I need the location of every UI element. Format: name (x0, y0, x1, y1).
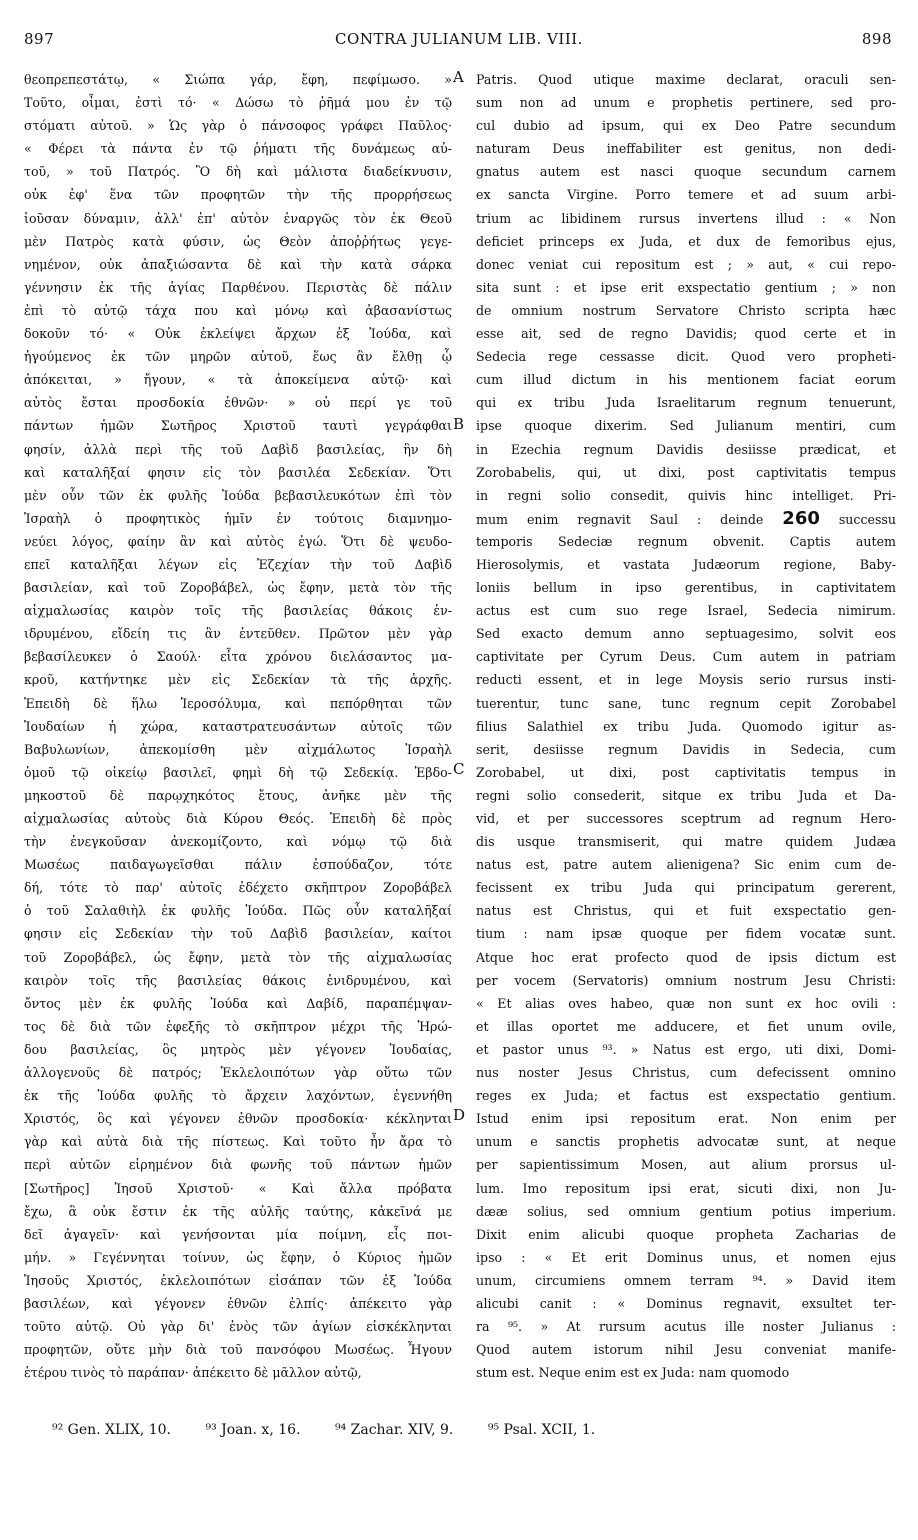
latin-text-line: Istud enim ipsi repositum erat. Non enim per (476, 1111, 896, 1127)
greek-text-line: γὰρ καὶ αὐτὰ διὰ τῆς πίστεως. Καὶ τοῦτο ἦν ἄρα τὸ (24, 1134, 452, 1150)
latin-text-line: sita sunt : et ipse erit exspectatio gentium ; » non (476, 279, 896, 295)
latin-text-line: serit, desiisse regnum Davidis in Sedecia, cum (476, 741, 896, 757)
footnote: ⁹² Gen. XLIX, 10. (52, 1422, 171, 1438)
greek-text-line: Τοῦτο, οἶμαι, ἐστὶ τό· « Δώσω τὸ ῥῆμά μου ἐν τῷ (24, 95, 452, 111)
greek-text-line: βασιλείαν, καὶ τοῦ Ζοροβάβελ, ὡς ἔφην, μετὰ τὸν τῆς (24, 580, 452, 596)
greek-text-line: Ἰουδαίων ἡ χώρα, καταστρατευσάντων αὐτοῖς τῶν (24, 718, 452, 734)
latin-text-line: reges ex Juda; et factus est exspectatio gentium. (476, 1088, 896, 1104)
margin-marker-a: A (453, 68, 464, 86)
greek-text-line: φησίν, ἀλλὰ περὶ τῆς τοῦ Δαβὶδ βασιλείας, ἣν δὴ (24, 441, 452, 457)
latin-text-line: Atque hoc erat profecto quod de ipsis dictum est (476, 949, 896, 965)
footnote: ⁹⁴ Zachar. XIV, 9. (334, 1422, 454, 1438)
greek-text-line: ἐπὶ τὸ αὐτῷ τάχα που καὶ μόνῳ καὶ ἀβασανίστως (24, 302, 452, 318)
greek-text-line: ἔχω, ἃ οὐκ ἔστιν ἐκ τῆς αὐλῆς ταύτης, κἀκεῖνά με (24, 1203, 452, 1219)
latin-text-line: in Ezechia regnum Davidis desiisse prædicat, et (476, 441, 896, 457)
greek-text-line: αὐτὸς ἔσται προσδοκία ἐθνῶν· » οὐ περί γε τοῦ (24, 395, 452, 411)
greek-text-line: αἰχμαλωσίας αὐτοὺς διὰ Κύρου Θεός. Ἐπειδὴ δὲ πρὸς (24, 811, 452, 826)
latin-text-line: sum non ad unum e prophetis pertinere, sed pro- (476, 95, 896, 111)
latin-text-line: tuerentur, tunc sane, tunc regnum cepit Zorobabel (476, 695, 896, 711)
latin-text-line: lum. Imo repositum ipsi erat, sicuti dixi, non Ju- (476, 1180, 896, 1196)
greek-text-line: τοῦτο αὐτῷ. Οὐ γὰρ δι' ἑνὸς τῶν ἁγίων εἰσκέκληνται (24, 1319, 452, 1335)
greek-text-line: Ἰσραὴλ ὁ προφητικὸς ἡμῖν ἐν τούτοις διαμνημο- (24, 510, 452, 526)
greek-text-column (24, 68, 452, 1384)
margin-marker-b: B (453, 415, 465, 433)
latin-text-line: loniis bellum in ipso gerentibus, in captivitatem (476, 580, 896, 596)
latin-text-line: per sapientissimum Mosen, aut alium prorsus ul- (476, 1157, 896, 1173)
greek-text-line: Χριστός, ὃς καὶ γέγονεν ἐθνῶν προσδοκία· κέκληνται (24, 1111, 452, 1127)
greek-text-line: θεοπρεπεστάτῳ, « Σιώπα γάρ, ἔφη, πεφίμωσο. » (24, 72, 452, 87)
greek-text-line: ὄντος μὲν ἐκ φυλῆς Ἰούδα καὶ Δαβίδ, παραπέμψαν- (24, 995, 452, 1011)
greek-text-line: γέννησιν ἐκ τῆς ἁγίας Παρθένου. Περιστὰς δὲ πάλιν (24, 279, 452, 295)
latin-text-line: unum e sanctis prophetis advocatæ sunt, at neque (476, 1134, 896, 1150)
latin-text-line: alicubi canit : « Dominus regnavit, exsultet ter- (476, 1295, 896, 1311)
greek-text-line: Μωσέως παιδαγωγεῖσθαι πάλιν ἐσπούδαζον, τότε (24, 857, 452, 873)
greek-text-line: καιρὸν τοῖς τῆς βασιλείας θάκοις ἐνιδρυμένου, καὶ (24, 972, 452, 988)
greek-text-line: αἰχμαλωσίας καιρὸν τοῖς τῆς βασιλείας θάκοις ἐν- (24, 603, 452, 619)
latin-text-line: captivitate per Cyrum Deus. Cum autem in patriam (476, 649, 896, 665)
greek-text-line: μὲν οὖν τῶν ἐκ φυλῆς Ἰούδα βεβασιλευκότων ἐπὶ τὸν (24, 487, 452, 503)
latin-text-line: gnatus autem est nasci quoque secundum carnem (476, 164, 896, 180)
greek-text-line: στόματι αὐτοῦ. » Ὡς γὰρ ὁ πάνσοφος γράφει Παῦλος· (24, 118, 452, 134)
latin-text-line: Hierosolymis, et vastata Judæorum regione, Baby- (476, 556, 896, 572)
latin-text-line: qui ex tribu Juda Israelitarum regnum tenuerunt, (476, 395, 896, 411)
latin-text-line: vid, et per successores sceptrum ad regnum Hero- (476, 811, 896, 826)
greek-text-line: Ἰησοῦς Χριστός, ἐκλελοιπότων εἰσάπαν τῶν ἐξ Ἰούδα (24, 1272, 452, 1288)
greek-text-line: μὲν Πατρὸς κατὰ φύσιν, ὡς Θεὸν ἀποῤῥήτως γεγε- (24, 233, 452, 249)
greek-text-line: [Σωτῆρος] Ἰησοῦ Χριστοῦ· « Καὶ ἄλλα πρόβατα (24, 1180, 452, 1196)
latin-text-line: et illas oportet me adducere, et fiet unum ovile, (476, 1018, 896, 1034)
greek-text-line: ιδρυμένου, εἴδείη τις ἂν ἐντεῦθεν. Πρῶτον μὲν γὰρ (24, 626, 452, 642)
greek-text-line: μηκοστοῦ δὲ παρῳχηκότος ἔτους, ἀνῆκε μὲν τῆς (24, 787, 452, 803)
latin-text-line: Sedecia rege cessasse dicit. Quod vero propheti- (476, 349, 896, 365)
margin-marker-d: D (453, 1106, 466, 1124)
greek-text-line: μήν. » Γεγέννηται τοίνυν, ὡς ἔφην, ὁ Κύριος ἡμῶν (24, 1249, 452, 1265)
greek-text-line: ἀπόκειται, » ἤγουν, « τὰ ἀποκείμενα αὐτῷ· καὶ (24, 372, 452, 388)
greek-text-line: κροῦ, κατήντηκε μὲν εἰς Σεδεκίαν τὰ τῆς ἀρχῆς. (24, 672, 452, 688)
latin-text-line: deficiet princeps ex Juda, et dux de femoribus ejus, (476, 233, 896, 249)
latin-text-line: ipso : « Et erit Dominus unus, et nomen ejus (476, 1249, 896, 1265)
latin-text-line: filius Salathiel ex tribu Juda. Quomodo igitur as- (476, 718, 896, 734)
greek-text-line: ἡγούμενος ἐκ τῶν μηρῶν αὐτοῦ, ἕως ἂν ἔλθῃ ᾧ (24, 349, 452, 365)
greek-text-line: ὁμοῦ τῷ οἰκείῳ βασιλεῖ, φημὶ δὴ τῷ Σεδεκίᾳ. Ἑβδο- (24, 764, 452, 780)
latin-text-line: in regni solio consedit, quivis hinc intelliget. Pri- (476, 487, 896, 503)
latin-text-line: esse ait, sed de regno Davidis; quod certe et in (476, 326, 896, 342)
latin-text-line: fecissent ex tribu Juda qui principatum gererent, (476, 880, 896, 896)
latin-text-line: natus est, patre autem alienigena? Sic enim cum de- (476, 857, 896, 873)
greek-text-line: πάντων ἡμῶν Σωτῆρος Χριστοῦ ταυτὶ γεγράφθαι (24, 418, 452, 434)
footnote: ⁹³ Joan. x, 16. (205, 1422, 301, 1438)
latin-text-line: Zorobabel, ut dixi, post captivitatis tempus in (476, 764, 896, 780)
latin-text-line: ex sancta Virgine. Porro temere et ad suum arbi- (476, 187, 896, 203)
latin-text-line: actus est cum suo rege Israel, Sedecia nimirum. (476, 603, 896, 619)
latin-text-line: per vocem (Servatoris) omnium nostrum Jesu Christi: (476, 972, 896, 988)
greek-text-line: ὁ τοῦ Σαλαθιὴλ ἐκ φυλῆς Ἰούδα. Πῶς οὖν καταλῆξαί (24, 903, 452, 919)
page-number-left: 897 (24, 30, 55, 48)
latin-text-line: et pastor unus ⁹³. » Natus est ergo, uti dixi, Domi- (476, 1041, 896, 1057)
greek-text-line: « Φέρει τὰ πάντα ἐν τῷ ῥήματι τῆς δυνάμεως αὐ- (24, 141, 452, 157)
greek-text-line: περὶ αὐτῶν εἰρημένον διὰ φωνῆς τοῦ πάντων ἡμῶν (24, 1157, 452, 1173)
latin-text-line: stum est. Neque enim est ex Juda: nam quomodo (476, 1365, 790, 1381)
margin-marker-c: C (453, 760, 465, 778)
greek-text-line: δή, τότε τὸ παρ' αὐτοῖς ἐδέχετο σκῆπτρον Ζοροβάβελ (24, 880, 452, 896)
greek-text-line: βεβασίλευκεν ὁ Σαούλ· εἶτα χρόνου διελάσαντος μα- (24, 649, 452, 665)
latin-text-line: naturam Deus ineffabiliter est genitus, non dedi- (476, 141, 896, 157)
greek-text-line: τος δὲ διὰ τῶν ἐφεξῆς τὸ σκῆπτρον μέχρι τῆς Ἡρώ- (24, 1018, 452, 1034)
page-number-right: 898 (861, 30, 892, 48)
latin-text-line: mum enim regnavit Saul : deinde 260 successu (476, 507, 896, 529)
latin-text-line: trium ac libidinem rursus invertens illud : « Non (476, 210, 896, 226)
latin-text-line: dææ solius, sed omnium gentium potius imperium. (476, 1203, 896, 1219)
greek-text-line: οὐκ ἐφ' ἕνα τῶν προφητῶν τὴν τῆς προρρήσεως (24, 187, 452, 203)
latin-text-line: ipse quoque dixerim. Sed Julianum mentiri, cum (476, 418, 896, 434)
greek-text-line: ἀλλογενοῦς δὲ πατρός; Ἐκλελοιπότων γὰρ οὕτω τῶν (24, 1065, 452, 1081)
footnotes (52, 1422, 625, 1438)
greek-text-line: επεῖ καταλῆξαι λέγων εἰς Ἐζεχίαν τὴν τοῦ Δαβὶδ (24, 556, 452, 572)
latin-text-line: Sed exacto demum anno septuagesimo, solvit eos (476, 626, 896, 642)
latin-text-line: natus est Christus, qui et fuit exspectatio gen- (476, 903, 896, 919)
latin-text-line: regni solio consederit, sitque ex tribu Juda et Da- (476, 787, 896, 803)
running-title: CONTRA JULIANUM LIB. VIII. (335, 30, 583, 48)
original-page-marker: 260 (782, 507, 820, 529)
greek-text-line: προφητῶν, οὔτε μὴν διὰ τοῦ πανσόφου Μωσέως. Ἦγουν (24, 1342, 452, 1358)
greek-text-line: Βαβυλωνίων, ἀπεκομίσθη μὲν αἰχμάλωτος Ἰσραὴλ (24, 741, 452, 757)
greek-text-line: Ἐπειδὴ δὲ ἥλω Ἱεροσόλυμα, καὶ πεπόρθηται τῶν (24, 695, 452, 711)
greek-text-line: ἰοῦσαν δύναμιν, ἀλλ' ἐπ' αὐτὸν ἐναργῶς τὸν ἐκ Θεοῦ (24, 210, 452, 226)
latin-text-line: Zorobabelis, qui, ut dixi, post captivitatis tempus (476, 464, 896, 480)
latin-text-line: temporis Sedeciæ regnum obvenit. Captis autem (476, 533, 896, 549)
footnote: ⁹⁵ Psal. XCII, 1. (487, 1422, 596, 1438)
latin-text-line: nus noster Jesus Christus, cum defecissent omnino (476, 1065, 896, 1081)
latin-text-line: Dixit enim alicubi quoque propheta Zacharias de (476, 1226, 896, 1242)
greek-text-line: δοκοῦν τό· « Οὐκ ἐκλείψει ἄρχων ἐξ Ἰούδα, καὶ (24, 326, 452, 342)
latin-text-line: de omnium nostrum Servatore Christo scripta hæc (476, 302, 896, 318)
latin-text-column (476, 68, 896, 1384)
greek-text-line: νημένον, οὐκ ἀπαξιώσαντα δὲ καὶ τὴν κατὰ σάρκα (24, 256, 452, 272)
greek-text-line: βασιλέων, καὶ γέγονεν ἐθνῶν ἐλπίς· ἀπέκειτο γὰρ (24, 1295, 452, 1311)
latin-text-line: unum, circumiens omnem terram ⁹⁴. » David item (476, 1272, 896, 1288)
greek-text-line: νεύει λόγος, φαίην ἂν καὶ αὐτὸς ἐγώ. Ὅτι δὲ ψευδο- (24, 533, 452, 549)
greek-text-line: τοῦ, » τοῦ Πατρός. Ὃ δὴ καὶ μάλιστα διαδείκνυσιν, (24, 164, 452, 180)
latin-text-line: Patris. Quod utique maxime declarat, oraculi sen- (476, 72, 896, 87)
greek-text-line: δεῖ ἀγαγεῖν· καὶ γενήσονται μία ποίμνη, εἷς ποι- (24, 1226, 452, 1242)
latin-text-line: reducti essent, et in lege Moysis serio rursus insti- (476, 672, 896, 688)
greek-text-line: ἑτέρου τινὸς τὸ παράπαν· ἀπέκειτο δὲ μᾶλλον αὐτῷ, (24, 1365, 362, 1381)
greek-text-line: φησιν εἰς Σεδεκίαν τὴν τοῦ Δαβὶδ βασιλείαν, καίτοι (24, 926, 452, 942)
greek-text-line: δου βασιλείας, ὃς μητρὸς μὲν γέγονεν Ἰουδαίας, (24, 1041, 452, 1057)
latin-text-line: donec veniat cui repositum est ; » aut, « cui repo- (476, 256, 896, 272)
latin-text-line: cum illud dictum in his mentionem faciat eorum (476, 372, 896, 388)
greek-text-line: τοῦ Ζοροβάβελ, ὡς ἔφην, μετὰ τὸν τῆς αἰχμαλωσίας (24, 949, 452, 965)
latin-text-line: Quod autem istorum nihil Jesu conveniat manife- (476, 1342, 896, 1358)
latin-text-line: dis usque transmiserit, qui matre quidem Judæa (476, 834, 896, 850)
greek-text-line: καὶ καταλῆξαί φησιν εἰς τὸν βασιλέα Σεδεκίαν. Ὅτι (24, 464, 452, 480)
latin-text-line: tium : nam ipsæ quoque per fidem vocatæ sunt. (476, 926, 896, 942)
latin-text-line: ra ⁹⁵. » At rursum acutus ille noster Julianus : (476, 1319, 896, 1335)
greek-text-line: ἐκ τῆς Ἰούδα φυλῆς τὸ ἄρχειν λαχόντων, ἐγεννήθη (24, 1088, 452, 1104)
latin-text-line: cul dubio ad ipsum, qui ex Deo Patre secundum (476, 118, 896, 134)
latin-text-line: « Et alias oves habeo, quæ non sunt ex hoc ovili : (476, 995, 896, 1011)
greek-text-line: τὴν ἐνεγκοῦσαν ἀνεκομίζοντο, καὶ νόμῳ τῷ διὰ (24, 834, 452, 850)
